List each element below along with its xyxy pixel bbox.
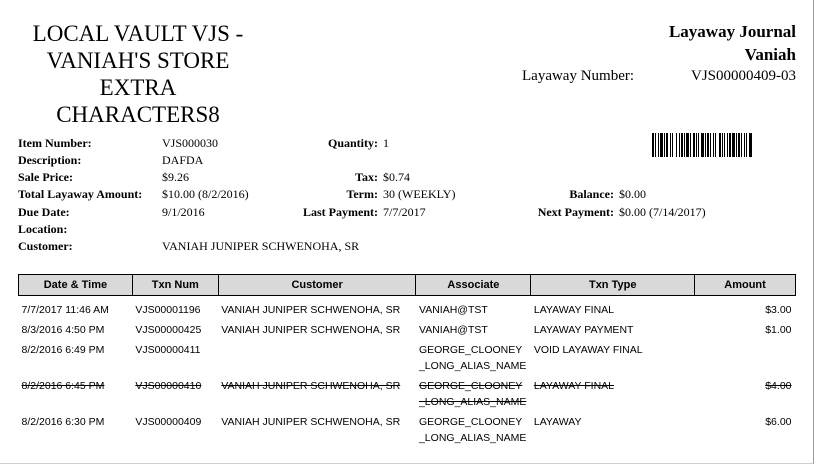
next-payment-label: Next Payment: [537,205,614,219]
cell-txn-num: VJS00001196 [135,304,201,316]
store-name-line: VANIAH'S STORE [46,48,230,73]
cell-txn-type: LAYAWAY PAYMENT [533,324,634,336]
column-header-associate: Associate [416,275,531,296]
cell-amount: $1.00 [765,324,792,336]
cell-txn-type: LAYAWAY [533,416,582,428]
table-row [19,320,796,340]
cell-date: 8/2/2016 6:49 PM [21,344,105,356]
table-row [19,296,796,321]
cell-customer: VANIAH JUNIPER SCHWENOHA, SR [221,380,401,392]
next-payment-value: $0.00 (7/14/2017) [619,205,706,219]
cell-amount [695,340,796,376]
description-value: DAFDA [162,153,204,167]
last-payment-label: Last Payment: [303,205,378,219]
last-payment-value: 7/7/2017 [383,205,426,219]
due-date-value: 9/1/2016 [162,205,205,219]
column-header-customer: Customer [218,275,416,296]
store-name [12,20,264,128]
cell-associate: VANIAH@TST [418,324,488,336]
table-row [19,412,796,448]
store-name-line: LOCAL VAULT VJS - [32,21,244,46]
quantity-label: Quantity: [327,136,378,150]
total-layaway-value: $10.00 (8/2/2016) [162,187,249,201]
cell-customer: VANIAH JUNIPER SCHWENOHA, SR [221,324,401,336]
column-header-date: Date & Time [19,275,133,296]
cell-associate: GEORGE_CLOONEY_LONG_ALIAS_NAME [418,344,527,372]
sale-price-value: $9.26 [162,170,189,184]
table-header-row [19,275,796,296]
description-label: Description: [18,153,82,167]
layaway-number: VJS00000409-03 [690,68,796,84]
cell-txn-num: VJS00000409 [135,416,202,428]
cell-date: 8/2/2016 6:45 PM [21,380,105,392]
location-label: Location: [18,222,68,236]
cell-amount: $6.00 [765,416,792,428]
balance-value: $0.00 [619,187,646,201]
cell-customer [218,340,416,376]
cell-txn-num: VJS00000425 [135,324,202,336]
cell-amount: $4.00 [765,380,792,392]
cell-amount: $3.00 [765,304,792,316]
quantity-value: 1 [383,136,389,150]
cell-txn-num: VJS00000411 [135,344,201,356]
report-title-text: Layaway Journal [668,22,796,41]
balance-label: Balance: [569,187,614,201]
tax-value: $0.74 [383,170,410,184]
cell-date: 7/7/2017 11:46 AM [21,304,109,316]
cell-txn-type: VOID LAYAWAY FINAL [533,344,643,356]
term-label: Term: [346,187,378,201]
table-row-voided [19,376,796,412]
tax-label: Tax: [355,170,378,184]
store-name-line: CHARACTERS8 [56,102,220,127]
cell-associate: VANIAH@TST [418,304,488,316]
report-subtitle: Vaniah [744,45,796,64]
cell-customer: VANIAH JUNIPER SCHWENOHA, SR [221,416,401,428]
report-title [669,20,796,66]
column-header-amount: Amount [695,275,796,296]
due-date-label: Due Date: [18,205,70,219]
term-value: 30 (WEEKLY) [383,187,456,201]
transactions-table [18,274,796,448]
cell-customer: VANIAH JUNIPER SCHWENOHA, SR [221,304,401,316]
cell-txn-num: VJS00000410 [135,380,202,392]
column-header-txn-type: Txn Type [531,275,695,296]
item-number-value: VJS000030 [162,136,219,150]
cell-date: 8/3/2016 4:50 PM [21,324,105,336]
column-header-txn-num: Txn Num [132,275,218,296]
cell-date: 8/2/2016 6:30 PM [21,416,105,428]
customer-label: Customer: [18,239,73,253]
cell-associate: GEORGE_CLOONEY_LONG_ALIAS_NAME [418,416,527,444]
item-number-label: Item Number: [18,136,92,150]
cell-txn-type: LAYAWAY FINAL [533,380,614,392]
cell-associate: GEORGE_CLOONEY_LONG_ALIAS_NAME [418,380,527,408]
total-layaway-label: Total Layaway Amount: [18,187,143,201]
customer-value: VANIAH JUNIPER SCHWENOHA, SR [162,239,360,253]
sale-price-label: Sale Price: [18,170,73,184]
barcode-image [652,133,798,157]
store-name-line: EXTRA [99,75,177,100]
layaway-number-label: Layaway Number: [522,68,635,84]
table-row [19,340,796,376]
cell-txn-type: LAYAWAY FINAL [533,304,614,316]
